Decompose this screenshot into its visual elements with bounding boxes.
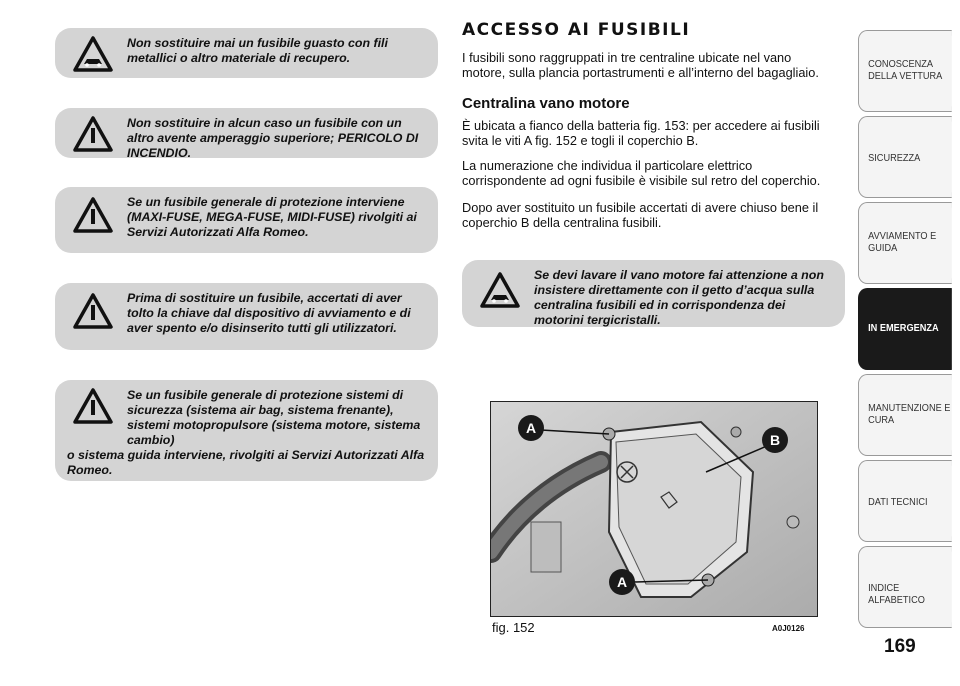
warning-box-2 xyxy=(55,108,438,158)
section-heading: ACCESSO AI FUSIBILI xyxy=(462,20,691,40)
subheading: Centralina vano motore xyxy=(462,95,630,112)
tab-sicurezza[interactable]: SICUREZZA xyxy=(858,116,952,198)
car-warning-icon xyxy=(73,36,113,72)
figure-caption: fig. 152 xyxy=(492,620,535,635)
warning-triangle-icon xyxy=(73,197,113,233)
figure-code: A0J0126 xyxy=(772,624,805,633)
engine-fusebox-photo xyxy=(490,401,818,617)
tab-manutenzione[interactable]: MANUTENZIONE E CURA xyxy=(858,374,952,456)
warning-box-1 xyxy=(55,28,438,78)
paragraph-2: La numerazione che individua il particolare elettrico corrispondente ad ogni fusibile è visibile sul retro del coperchio. xyxy=(462,158,821,188)
tab-dati-tecnici[interactable]: DATI TECNICI xyxy=(858,460,952,542)
warning-box-5 xyxy=(55,380,438,481)
warning-text: Non sostituire mai un fusibile guasto con fili metallici o altro materiale di recupero. xyxy=(127,36,388,65)
fusebox-illustration xyxy=(491,402,818,617)
warning-text: Se un fusibile generale di protezione sistemi di sicurezza (sistema air bag, sistema frenante), sistemi motopropulsore (sistema motore, sistema cambio) xyxy=(127,388,421,447)
label-a-top-text: A xyxy=(525,420,537,436)
intro-paragraph: I fusibili sono raggruppati in tre centraline ubicate nel vano motore, sulla plancia portastrumenti e all’interno del bagagliaio. xyxy=(462,50,819,80)
car-warning-icon xyxy=(480,272,520,308)
warning-text: Non sostituire in alcun caso un fusibile con un altro avente amperaggio superiore; PERICOLO DI INCENDIO. xyxy=(127,116,419,160)
label-a-bottom-text: A xyxy=(616,574,628,590)
warning-text: Prima di sostituire un fusibile, accertati di aver tolto la chiave dal dispositivo di avviamento e di aver spento e/o disinserito tutti gli utilizzatori. xyxy=(127,291,411,335)
warning-text: Se un fusibile generale di protezione interviene (MAXI-FUSE, MEGA-FUSE, MIDI-FUSE) rivolgiti ai Servizi Autorizzati Alfa Romeo. xyxy=(127,195,417,239)
tab-conoscenza[interactable]: CONOSCENZA DELLA VETTURA xyxy=(858,30,952,112)
tab-in-emergenza[interactable]: IN EMERGENZA xyxy=(858,288,952,370)
warning-box-4 xyxy=(55,283,438,350)
page-number: 169 xyxy=(884,636,916,657)
warning-text: Se devi lavare il vano motore fai attenzione a non insistere direttamente con il getto d’acqua sulla centralina fusibili ed in corrispondenza dei motorini tergicristalli. xyxy=(534,268,824,327)
warning-triangle-icon xyxy=(73,388,113,424)
paragraph-1: È ubicata a fianco della batteria fig. 153: per accedere ai fusibili svita le viti A fig. 152 e togli il coperchio B. xyxy=(462,118,820,148)
label-b-text: B xyxy=(769,432,781,448)
paragraph-3: Dopo aver sostituito un fusibile accertati di avere chiuso bene il coperchio B della centralina fusibili. xyxy=(462,200,819,230)
warning-triangle-icon xyxy=(73,116,113,152)
tab-avviamento[interactable]: AVVIAMENTO E GUIDA xyxy=(858,202,952,284)
warning-text-continued: o sistema guida interviene, rivolgiti ai Servizi Autorizzati Alfa Romeo. xyxy=(67,448,425,477)
warning-triangle-icon xyxy=(73,293,113,329)
warning-box-right xyxy=(462,260,845,327)
tab-indice-alfabetico[interactable]: INDICE ALFABETICO xyxy=(858,546,952,628)
warning-box-3 xyxy=(55,187,438,253)
